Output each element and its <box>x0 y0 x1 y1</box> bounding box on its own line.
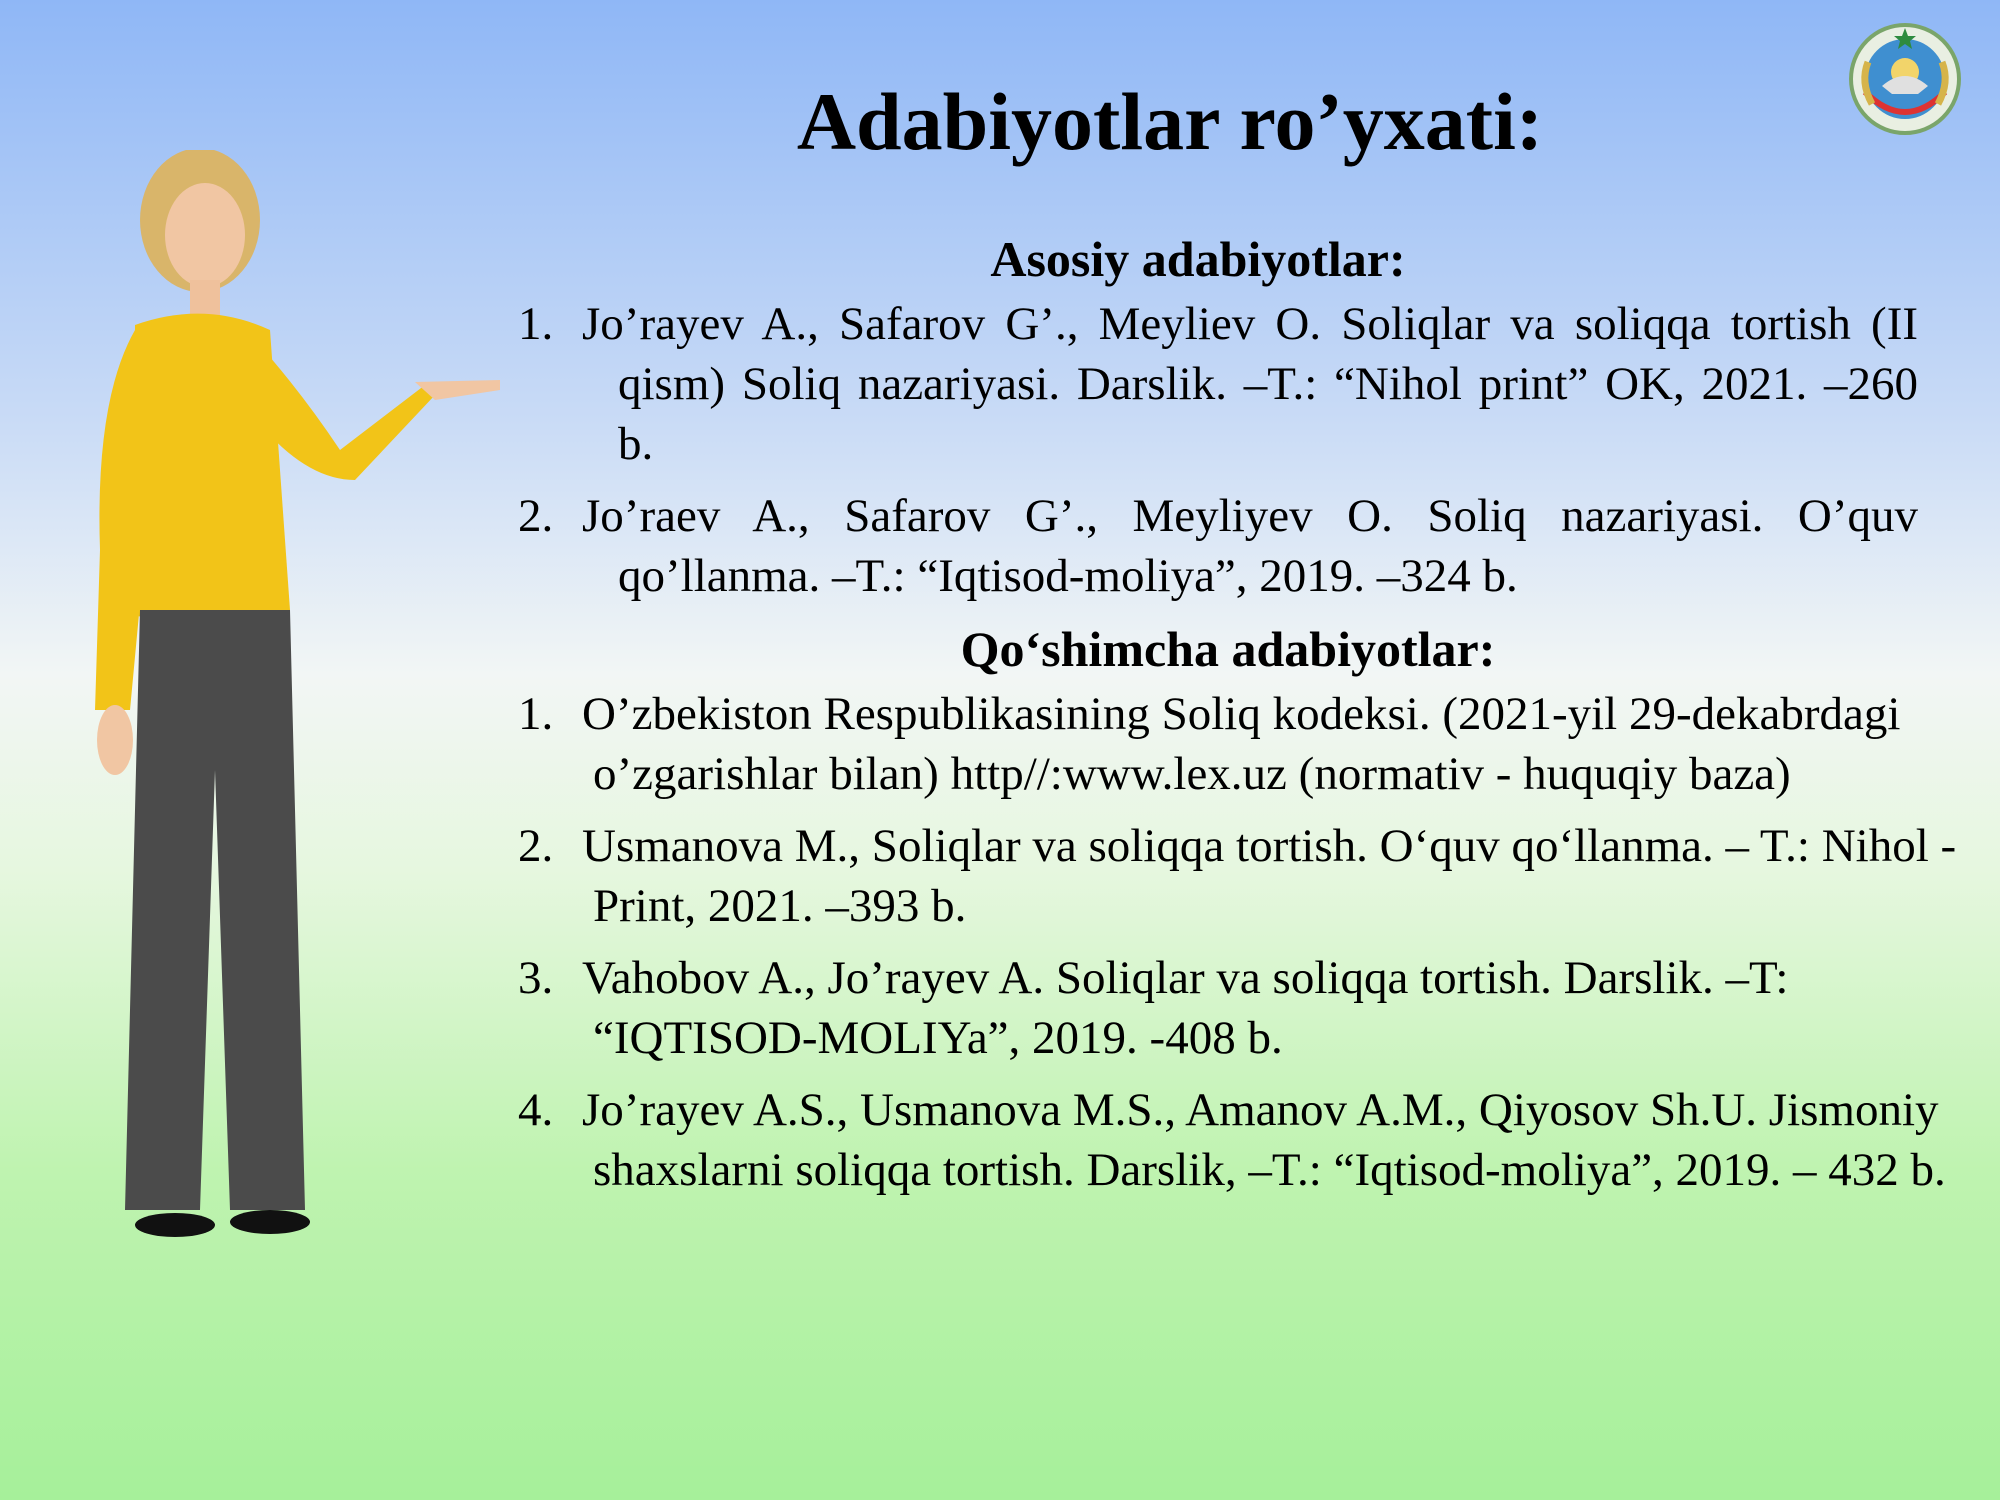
main-literature-list <box>518 294 1918 606</box>
literature-content <box>518 228 1957 1212</box>
list-item: 2. Jo’raev A., Safarov G’., Meyliyev O. Soliq nazariyasi. O’quv qo’llanma. –T.: “Iqtisod-moliya”, 2019. –324 b. <box>518 490 1918 602</box>
additional-literature-list <box>518 684 1957 1200</box>
presenter-illustration <box>40 150 520 1260</box>
list-item: 1. O’zbekiston Respublikasining Soliq kodeksi. (2021-yil 29-dekabrdagi o’zgarishlar bilan) http//:www.lex.uz (normativ - huquqiy baza) <box>518 688 1901 800</box>
list-item: 4. Jo’rayev A.S., Usmanova M.S., Amanov A.M., Qiyosov Sh.U. Jismoniy shaxslarni soliqqa tortish. Darslik, –T.: “Iqtisod-moliya”, 2019. – 432 b. <box>518 1084 1946 1196</box>
list-item: 3. Vahobov A., Jo’rayev A. Soliqlar va soliqqa tortish. Darslik. –T: “IQTISOD-MOLIYa”, 2019. -408 b. <box>518 952 1789 1064</box>
list-item: 2. Usmanova M., Soliqlar va soliqqa tortish. O‘quv qo‘llanma. – T.: Nihol - Print, 2021. –393 b. <box>518 820 1957 932</box>
main-literature-heading: Asosiy adabiyotlar: <box>990 231 1406 287</box>
slide-title: Adabiyotlar ro’yxati: <box>796 76 1544 167</box>
uzbekistan-emblem-icon <box>1848 22 1962 136</box>
additional-literature-heading: Qo‘shimcha adabiyotlar: <box>960 621 1496 677</box>
list-item: 1. Jo’rayev A., Safarov G’., Meyliev O. Soliqlar va soliqqa tortish (II qism) Soliq nazariyasi. Darslik. –T.: “Nihol print” OK, 2021. –260 b. <box>518 298 1918 470</box>
